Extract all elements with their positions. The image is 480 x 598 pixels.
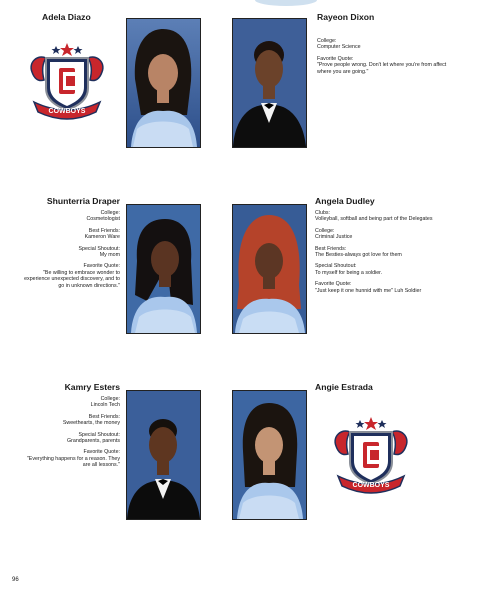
student-photo — [127, 19, 200, 147]
field-value: Kameron Ware — [84, 234, 120, 241]
student-info — [20, 210, 120, 289]
student-name: Adela Diazo — [42, 12, 91, 22]
field-value: Computer Science — [317, 44, 361, 51]
field-label: Special Shoutout: — [78, 431, 120, 438]
page-number: 96 — [12, 577, 19, 583]
field-value: The Besties-always got love for them — [315, 252, 402, 259]
field-value: Grandparents, parents — [67, 438, 120, 445]
field-label: Favorite Quote: — [83, 263, 120, 270]
cowboys-logo — [330, 416, 412, 496]
student-name: Rayeon Dixon — [317, 12, 375, 22]
field-value: To myself for being a soldier. — [315, 269, 383, 276]
logo-text: COWBOYS — [352, 482, 390, 489]
field-label: Special Shoutout: — [315, 263, 357, 270]
student-photo — [233, 205, 306, 333]
field-value: Sweethearts, the money — [62, 420, 120, 427]
logo-text: COWBOYS — [48, 108, 86, 115]
field-label: College: — [317, 38, 337, 44]
portrait-graphic — [233, 391, 306, 519]
cowboys-logo — [26, 42, 108, 122]
student-photo — [127, 391, 200, 519]
field-value: Lincoln Tech — [90, 402, 120, 409]
portrait-graphic — [127, 19, 200, 147]
portrait-graphic — [233, 205, 306, 333]
student-name: Angela Dudley — [315, 196, 375, 206]
portrait-graphic — [233, 19, 306, 147]
field-label: Best Friends: — [88, 227, 120, 234]
student-name: Kamry Esters — [64, 382, 120, 392]
field-value: Criminal Justice — [315, 234, 353, 241]
student-photo — [127, 205, 200, 333]
page-edge-decoration — [255, 0, 317, 6]
field-value: "Prove people wrong. Don't let where you're from affect where you are going." — [317, 62, 447, 75]
student-name: Angie Estrada — [315, 382, 373, 392]
field-value: "Everything happens for a reason. They are all lessons." — [26, 455, 120, 469]
field-label: Favorite Quote: — [317, 55, 354, 62]
field-label: College: — [100, 210, 120, 216]
field-value: My mom — [99, 252, 120, 259]
field-value: "Just keep it one hunnid with me" Luh Soldier — [315, 287, 422, 294]
portrait-graphic — [127, 205, 200, 333]
field-label: Best Friends: — [315, 245, 347, 252]
student-photo — [233, 19, 306, 147]
student-info — [315, 210, 455, 294]
field-value: Volleyball, softball and being part of the Delegates — [315, 216, 433, 223]
field-label: College: — [100, 396, 120, 402]
field-value: "Be willing to embrace wonder to experience unexpected discovery, and to go in unknown directions." — [24, 269, 120, 289]
field-label: Special Shoutout: — [78, 245, 120, 252]
field-label: Favorite Quote: — [315, 281, 352, 288]
field-label: Clubs: — [315, 210, 331, 216]
portrait-graphic — [127, 391, 200, 519]
student-info — [317, 38, 457, 75]
cowboys-logo-graphic — [26, 42, 108, 122]
cowboys-logo-graphic — [330, 416, 412, 496]
field-label: College: — [315, 227, 335, 234]
student-photo — [233, 391, 306, 519]
student-name: Shunterria Draper — [46, 196, 120, 206]
field-label: Best Friends: — [88, 413, 120, 420]
field-value: Cosmetologist — [86, 216, 120, 223]
field-label: Favorite Quote: — [83, 449, 120, 456]
student-info — [20, 396, 120, 469]
